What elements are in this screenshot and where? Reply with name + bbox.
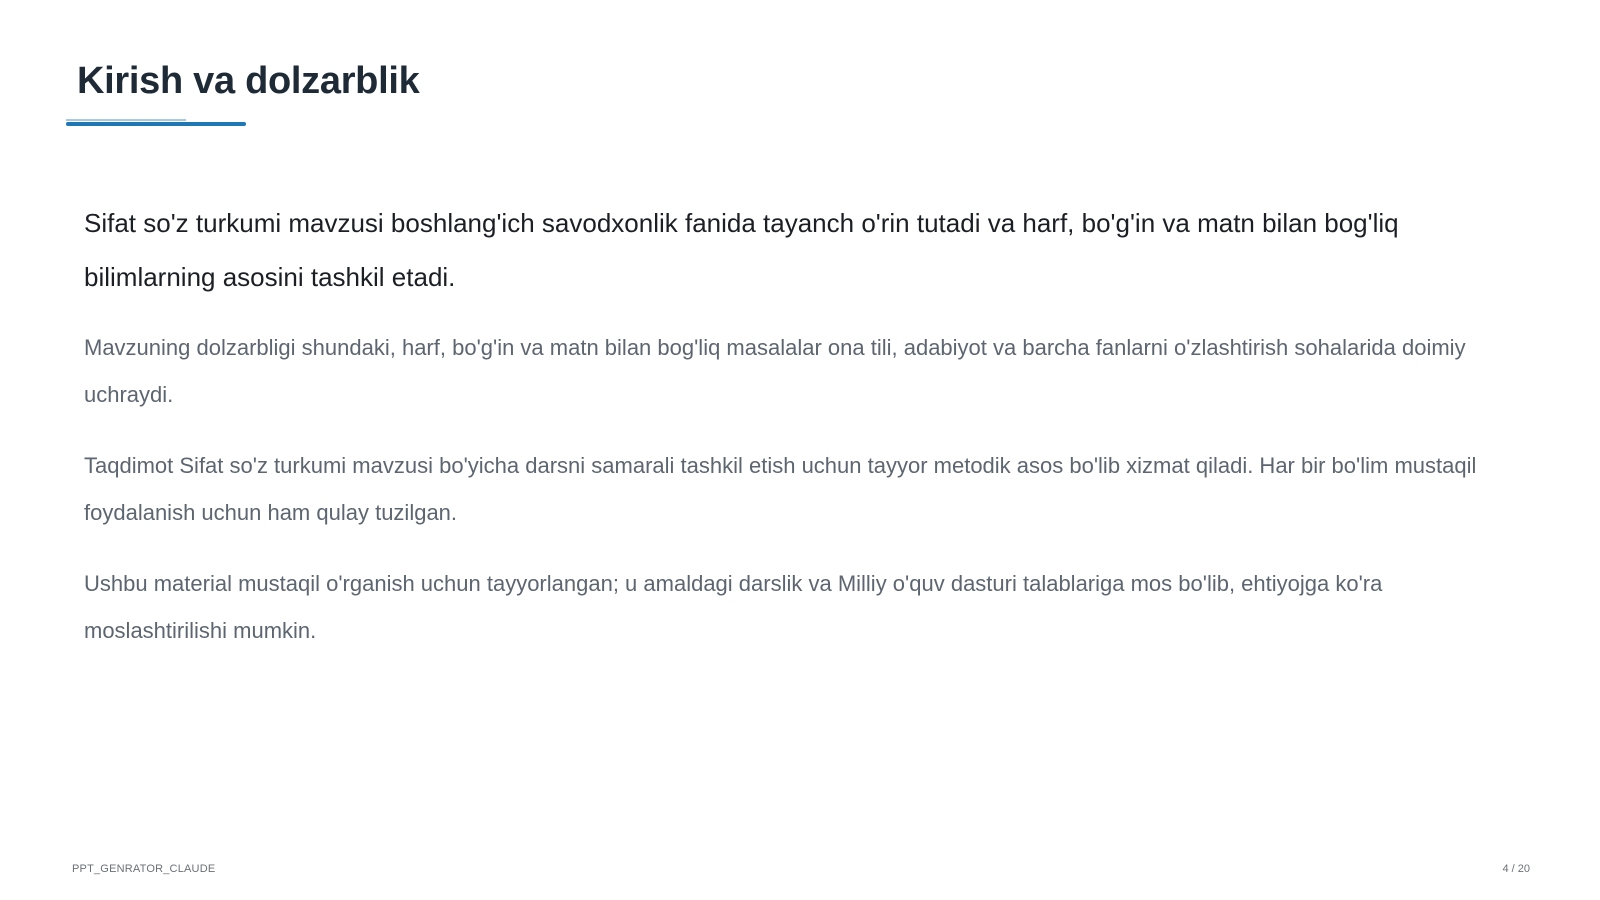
title-underline [66, 122, 246, 126]
body-paragraph-2: Taqdimot Sifat so'z turkumi mavzusi bo'yicha darsni samarali tashkil etish uchun tayyor metodik asos bo'lib xizmat qiladi. Har bir bo'lim mustaqil foydalanish uchun ham qulay tuzilgan. [84, 453, 1477, 525]
title-underline-thin [66, 119, 186, 121]
footer-source: PPT_GENRATOR_CLAUDE [72, 863, 216, 875]
slide-content [84, 196, 1524, 678]
body-paragraph-1: Mavzuning dolzarbligi shundaki, harf, bo'g'in va matn bilan bog'liq masalalar ona tili, adabiyot va barcha fanlarni o'zlashtirish sohalarida doimiy uchraydi. [84, 335, 1466, 407]
slide-title: Kirish va dolzarblik [77, 60, 420, 102]
body-paragraph-3: Ushbu material mustaqil o'rganish uchun tayyorlangan; u amaldagi darslik va Milliy o'quv dasturi talablariga mos bo'lib, ehtiyojga ko'ra moslashtirilishi mumkin. [84, 571, 1383, 643]
lead-paragraph: Sifat so'z turkumi mavzusi boshlang'ich savodxonlik fanida tayanch o'rin tutadi va harf, bo'g'in va matn bilan bog'liq bilimlarning asosini tashkil etadi. [84, 208, 1399, 292]
page-number: 4 / 20 [1502, 863, 1530, 875]
